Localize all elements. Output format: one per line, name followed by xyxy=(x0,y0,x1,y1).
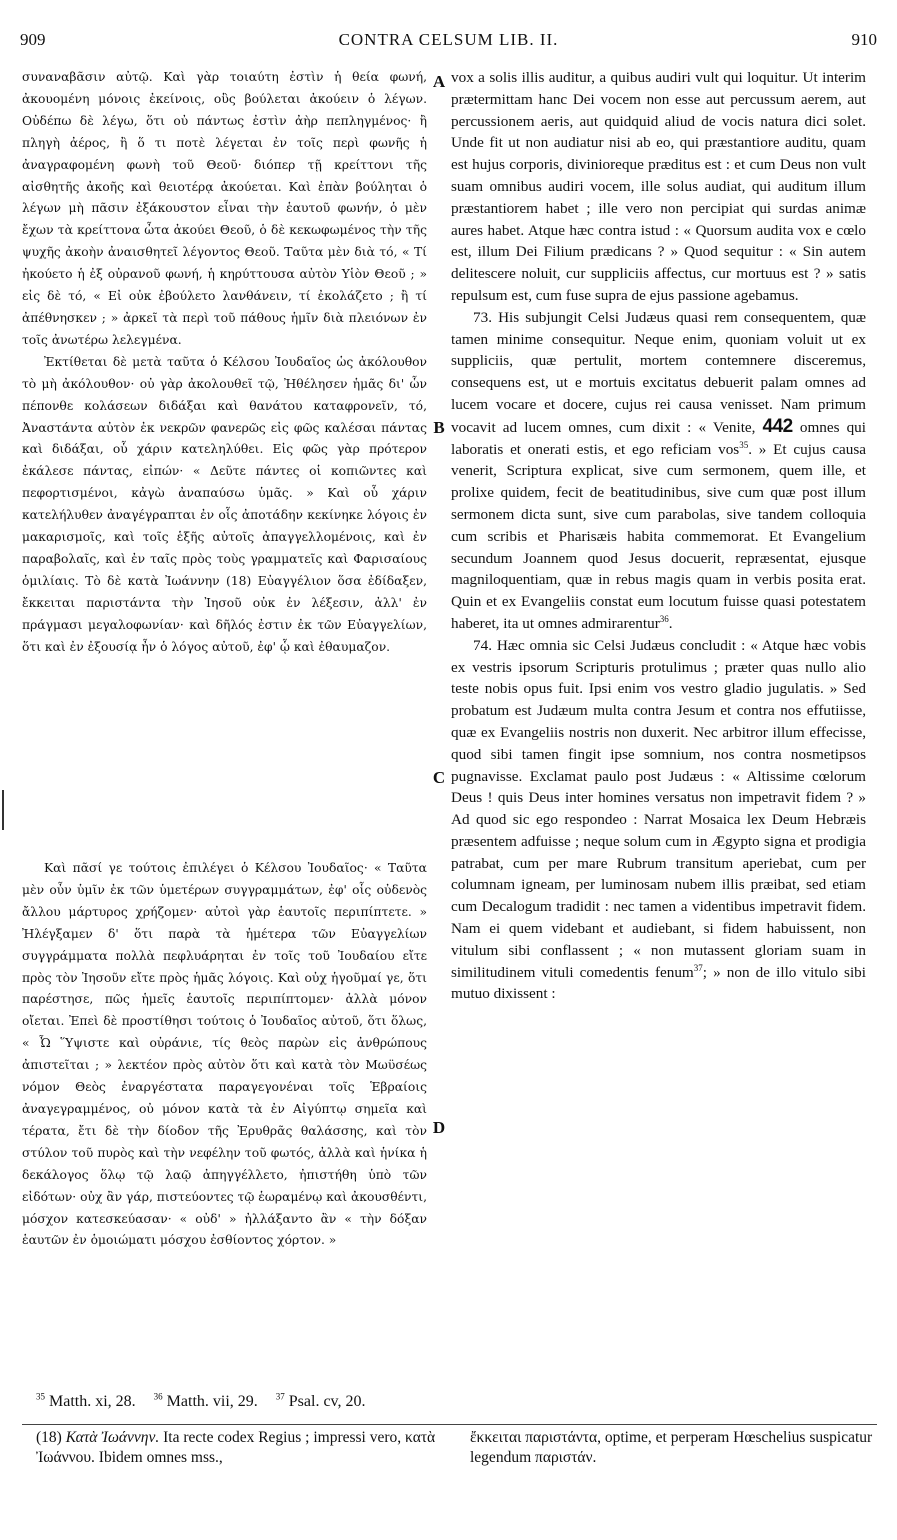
note-ref-35: 35 xyxy=(739,439,749,450)
reference-item xyxy=(276,1393,366,1410)
latin-p2-text-d: . xyxy=(668,614,673,632)
latin-paragraph-3 xyxy=(451,635,866,1006)
latin-p3-text-b: ; » non de illo vitulo sibi mutuo dixissent : xyxy=(451,963,866,1003)
note-ref-36: 36 xyxy=(659,613,669,624)
latin-p2-text-c: . » Et cujus causa venerit, Scriptura explicat, sive cum sermonem, quem ille, et prolixe quidem, fecit de beatitudinibus, sive cum quæ post illum sermonem dicta sunt, sive cum parabolas, sive tandem colloquia cum scribis et Pharisæis habita commemorat. Et Evangelium secundum Joannem quod Jesus docuerit, repræsentat, ejusque magniloquentiam, quæ in rebus magis quam in verbis posita erat. Quin et ex Evangeliis constat eum locutum fuisse quasi potestatem haberet, ita ut omnes admirarentur xyxy=(451,440,866,632)
footnote-right: ἔκκειται παριστάντα, optime, et perperam Hœschelius suspicatur legendum παριστάν. xyxy=(470,1429,873,1466)
greek-paragraph-2: Ἐκτίθεται δὲ μετὰ ταῦτα ὁ Κέλσου Ἰουδαῖος ὡς ἀκόλουθον τὸ μὴ ἀκόλουθον· οὐ γὰρ ἀκολουθεῖ τῷ, Ἠθέλησεν ἡμᾶς δι' ὧν πέπονθε κολάσεων διδάξαι καὶ θανάτου καταφρονεῖν, τό, Ἀναστάντα αὐτὸν ἐκ νεκρῶν φανερῶς εἰς φῶς καλέσαι πάντας καὶ διδάξαι, οὗ χάριν κατεληλύθει. Εἰς φῶς γὰρ πρότερον ἐκάλεσε πάντας, εἰπών· « Δεῦτε πάντες οἱ κοπιῶντες καὶ πεφορτισμένοι, κἀγὼ ἀναπαύσω ὑμᾶς. » Καὶ οὗ χάριν κατελήλυθεν ἀναγέγραπται ἐν οἷς ἀποτάδην κεκίνηκε λόγοις ἐν μακαρισμοῖς, καὶ τοῖς ἑξῆς αὐτοῖς ἀπαγγελλομένοις, καὶ ἐν παραβολαῖς, καὶ ἐν ταῖς πρὸς τοὺς γραμματεῖς καὶ Φαρισαίους ὁμιλίαις. Τὸ δὲ κατὰ Ἰωάννην (18) Εὐαγγέλιον ὅσα ἐδίδαξεν, ἔκκειται παριστάντα τὴν Ἰησοῦ οὐκ ἐν λέξεσιν, ἀλλ' ἐν πράγμασι μεγαλοφωνίαν· καὶ δῆλός ἐστιν ἐκ τῶν Εὐαγγελίων, ὅτι καὶ ἐν ἐξουσίᾳ ἦν ὁ λόγος αὐτοῦ, ἐφ' ᾧ καὶ ἐθαυμαζον. xyxy=(22,354,427,654)
latin-p3-text-a: Hæc omnia sic Celsi Judæus concludit : « Atque hæc vobis ex vestris ipsorum Scripturis protulimus ; præter quas nullo alio teste nobis opus fuit. Ipsi enim vos vestro gladio jugulatis. » Sed probatum est Judæum multa contra Jesum et contra nos effutiisse, quæ ex Evangeliis nostris non duxerit. Nec arbitror illum effecisse, quod sibi tamen fingit ipse somnium, nos contra nosmetipsos pugnavisse. Exclamat paulo post Judæus : « Altissime cœlorum Deus ! quis Deus inter homines versatus non impetravit fidem ? » Ad quod sic ego respondeo : Narrat Mosaica lex Deum Hebræis præsentem adfuisse ; neque solum cum in Ægypto signa et prodigia patrabat, cum per mare Rubrum transitum aperiebat, cum per columnam igneam, per luminosam nubem illis præibat, sed etiam cum Decalogum tradidit : nec tamen a videntibus impetravit fidem. Nam ei quem videbant et audiebant, si fidem habuissent, non vitulum sibi conflassent ; « non mutassent gloriam suam in similitudinem vituli comedentis fenum xyxy=(451,636,867,981)
greek-paragraph-3: Καὶ πᾶσί γε τούτοις ἐπιλέγει ὁ Κέλσου Ἰουδαῖος· « Ταῦτα μὲν οὖν ὑμῖν ἐκ τῶν ὑμετέρων συγγραμμάτων, ἐφ' οἷς οὐδενὸς ἄλλου μάρτυρος χρήζομεν· αὐτοὶ γὰρ ἑαυτοῖς περιπίπτετε. » Ἠλέγξαμεν δ' ὅτι παρὰ τὰ ἡμέτερα τῶν Εὐαγγελίων συγγράμματα πολλὰ πεφλυάρηται ἐν τοῖς τοῦ Ἰουδαίου εἴτε πρὸς τὸν Ἰησοῦν εἴτε πρὸς ἡμᾶς λόγοις. Καὶ οὐχ ἡγοῦμαί γε, ὅτι παρέστησε, πῶς ἡμεῖς ἑαυτοῖς περιπίπτομεν· ἀλλὰ μόνον οἴεται. Ἐπεὶ δὲ προστίθησι τούτοις ὁ Ἰουδαῖος αὐτοῦ, ὅτι ὅλως, « Ὦ Ὕψιστε καὶ οὐράνιε, τίς θεὸς παρὼν εἰς ἀνθρώπους ἀπιστεῖται ; » λεκτέον πρὸς αὐτὸν ὅτι καὶ κατὰ τὸν Μωϋσέως νόμον Θεὸς ἐναργέστατα παραγεγονέναι τοῖς Ἑβραίοις ἀναγεγραμμένος, οὐ μόνον κατὰ τὰ ἐν Αἰγύπτῳ σημεῖα καὶ τέρατα, ἔτι δὲ τὴν δίοδον τῆς Ἐρυθρᾶς θαλάσσης, καὶ τὸν στύλον τοῦ πυρὸς καὶ τὴν νεφέλην τοῦ φωτός, ἀλλὰ καὶ ἡνίκα ἡ δεκάλογος ὅλῳ τῷ λαῷ ἀπηγγέλλετο, ἠπιστήθη ὑπὸ τῶν εἰδότων· οὐχ ἂν γάρ, πιστεύοντες τῷ ἑωραμένῳ καὶ ἀκουσθέντι, μόσχον κατεσκεύασαν· « οὐδ' » ἠλλάξαντο ἂν « τὴν δόξαν ἑαυτῶν ἐν ὁμοιώματι μόσχου ἐσθίοντος χόρτον. » xyxy=(22,861,427,1248)
footnote-lemma: Κατὰ Ἰωάννην. xyxy=(65,1429,160,1446)
section-number-73: 73. xyxy=(473,308,492,326)
page-number-left: 909 xyxy=(20,30,46,49)
reference-number: 37 xyxy=(275,1391,285,1402)
section-number-74: 74. xyxy=(473,636,492,654)
margin-letter-a: A xyxy=(432,72,446,91)
latin-paragraph-2 xyxy=(451,307,866,635)
margin-rule xyxy=(2,790,4,830)
reference-item xyxy=(36,1393,136,1410)
margin-letter-c: C xyxy=(432,768,446,787)
page-number-right: 910 xyxy=(851,30,877,49)
latin-column xyxy=(451,67,866,1005)
footnote-left xyxy=(36,1428,436,1468)
margin-letter-b: B xyxy=(433,418,445,437)
note-ref-37: 37 xyxy=(693,962,703,973)
footnote-number: (18) xyxy=(36,1429,62,1446)
scripture-references xyxy=(36,1393,876,1411)
page-header xyxy=(20,30,877,60)
latin-p2-text-b: omnes qui laboratis et onerati estis, et ego reficiam vos xyxy=(451,418,866,458)
page-stamp: 442 xyxy=(762,415,793,437)
greek-paragraph-1: συναναβᾶσιν αὐτῷ. Καὶ γὰρ τοιαύτη ἐστὶν ἡ θεία φωνή, ἀκουομένη μόνοις ἐκείνοις, οὓς βούλεται ἀκούειν ὁ λέγων. Οὐδέπω δὲ λέγω, ὅτι οὐ πάντως ἐστὶν ἀὴρ πεπληγμένος· ἢ πληγὴ ἀέρος, ἢ ὅ τι ποτὲ λέγεται ἐν τοῖς περὶ φωνῆς ἡ ἀναγραφομένη φωνὴ τοῦ Θεοῦ· διόπερ τῇ κρείττονι τῆς αἰσθητῆς ἀκοῆς καὶ θειοτέρᾳ ἀκούεται. Καὶ ἐπὰν βούληται ὁ λέγων μὴ πᾶσιν ἐξάκουστον εἶναι τὴν ἑαυτοῦ φωνήν, ὁ μὲν ἔχων τὰ κρείττονα ὦτα ἀκούει Θεοῦ, ὁ δὲ κεκωφωμένος τὴν τῆς ψυχῆς ἀκοὴν ἀναισθητεῖ λέγοντος Θεοῦ. Ταῦτα μὲν διὰ τό, « Τί ἠκούετο ἡ ἐξ οὐρανοῦ φωνή, ἡ κηρύττουσα αὐτὸν Υἱὸν Θεοῦ ; » εἰς δὲ τό, « Εἰ οὐκ ἐβούλετο λανθάνειν, τί ἐκολάζετο ; ἢ τί ἀπέθνησκεν ; » ἀρκεῖ τὰ περὶ τοῦ πάθους ἡμῖν διὰ πλειόνων ἐν τοῖς ἀνωτέρω λελεγμένα. xyxy=(22,70,427,347)
latin-paragraph-1: vox a solis illis auditur, a quibus audiri vult qui loquitur. Ut interim prætermittam hanc Dei vocem non esse aut percussum aerem, aut percussionem aeris, aut quidquid aliud de vocis natura dici solet. Unde fit ut non audiatur nisi ab eo, qui præstantiore auditu, quam est hujus corporis, divinioreque præditus est : et cum Deus non vult suam omnibus audiri vocem, ille solus audiat, qui auditum illum præstantiorem habet ; ille vero non percipiat qui surdas animæ aures habet. Atque hæc contra istud : « Quorsum audita vox e cœlo est, illum Dei Filium prædicans ? » Quod sequitur : « Sin autem delitescere noluit, cur suppliciis affectus, cur mortuus est ? » satis repulsum est, cum fuse supra de ejus passione agebamus. xyxy=(451,69,866,304)
reference-text: Matth. xi, 28. xyxy=(49,1393,136,1410)
greek-column-top xyxy=(22,67,427,658)
reference-item xyxy=(154,1393,258,1410)
reference-text: Matth. vii, 29. xyxy=(166,1393,258,1410)
latin-p2-text-a: His subjungit Celsi Judæus quasi rem consequentem, quæ tamen minime consequitur. Neque enim, quoniam voluit ut ex suppliciis, quæ pertulit, mortem contemnere disceremus, consequens est, ut e mortuis excitatus debuerit palam omnes ad lucem vocare et docere, cujus rei causa venisset. Nam primum vocavit ad lucem omnes, cum dixit : « Venite, xyxy=(451,308,867,436)
footnote-rule xyxy=(22,1424,877,1425)
reference-text: Psal. cv, 20. xyxy=(288,1393,366,1410)
footnote-text-left: Ita recte codex Regius ; impressi vero, κατὰ Ἰωάννου. Ibidem omnes mss., xyxy=(36,1429,436,1466)
margin-letter-d: D xyxy=(432,1118,446,1137)
greek-column-bottom xyxy=(22,858,427,1252)
reference-number: 36 xyxy=(153,1391,163,1402)
running-title: CONTRA CELSUM LIB. II. xyxy=(338,30,559,49)
reference-number: 35 xyxy=(36,1391,45,1402)
